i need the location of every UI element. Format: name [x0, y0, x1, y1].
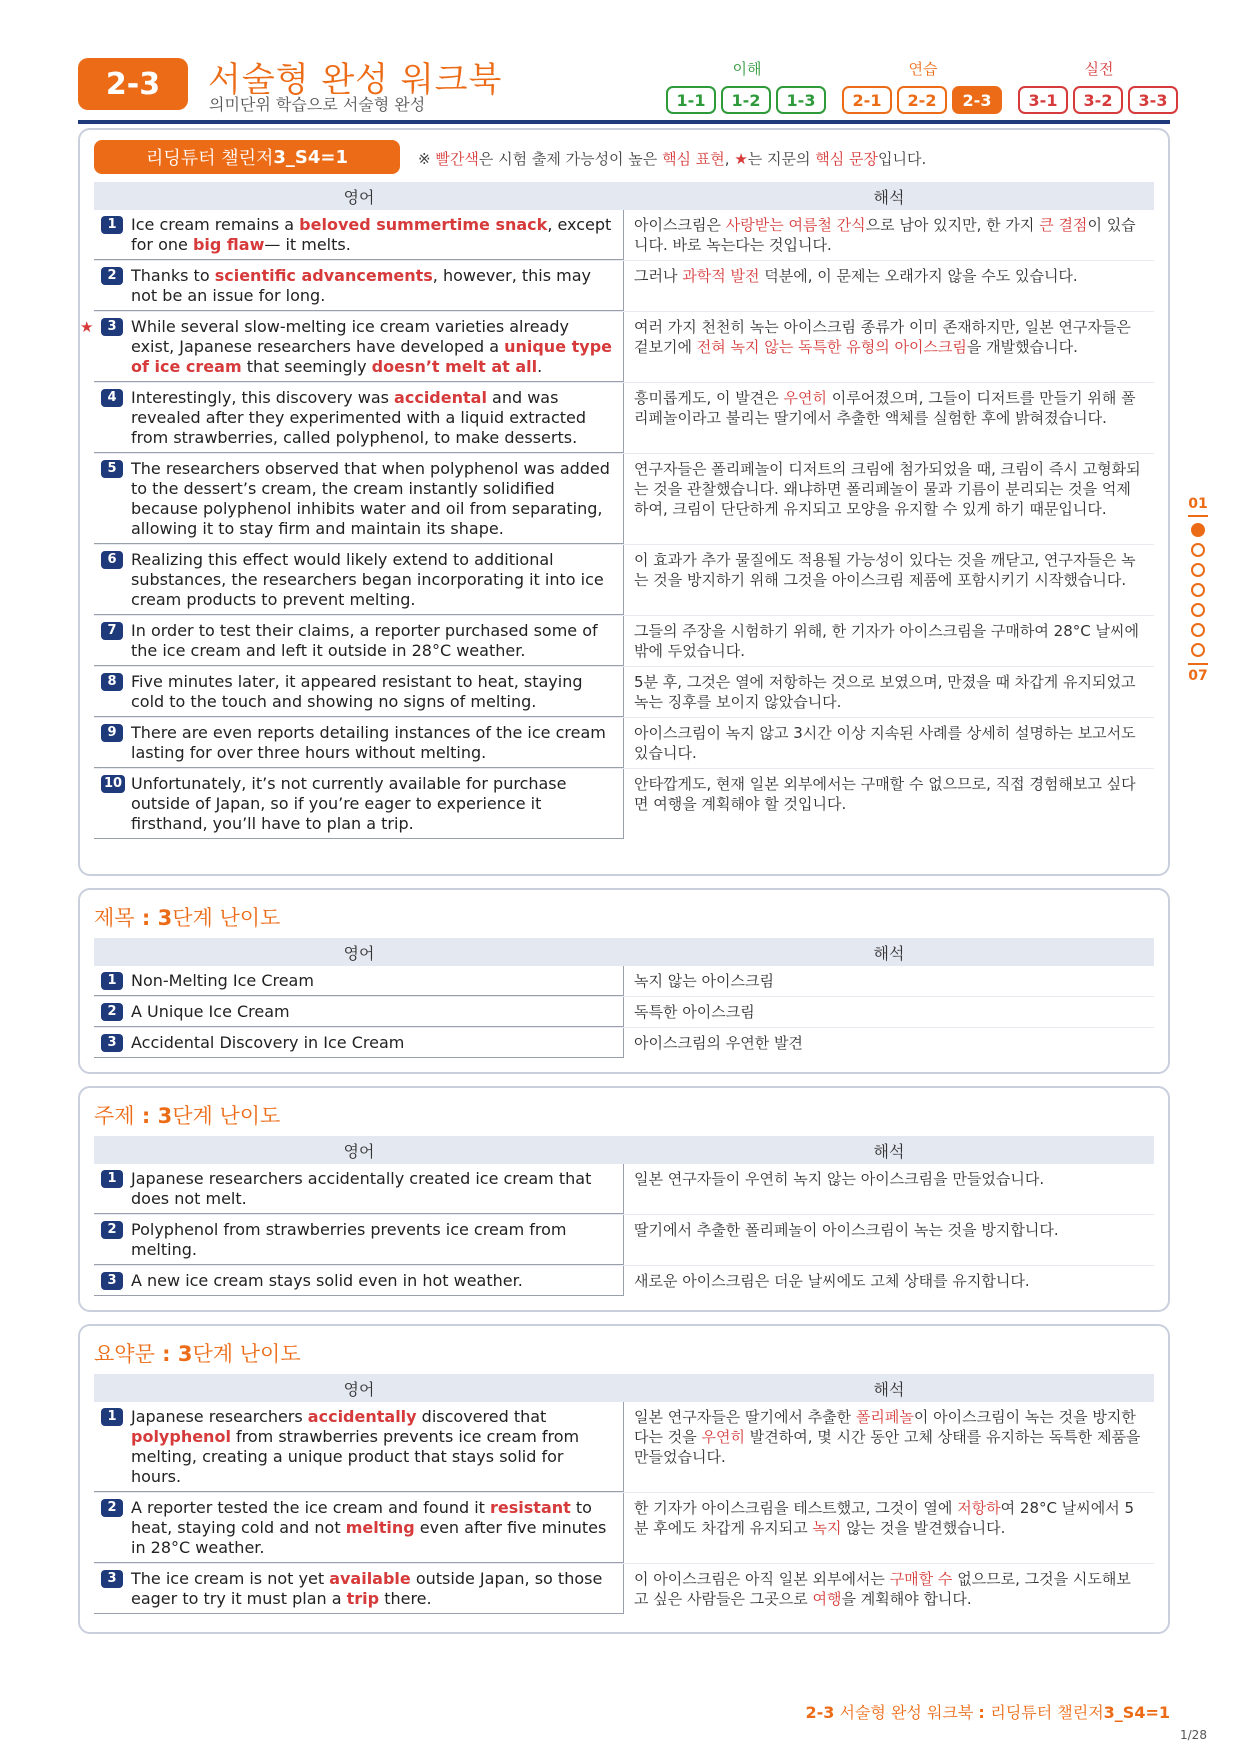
step-button-1-2[interactable]: 1-2: [721, 86, 771, 114]
english-cell: [94, 718, 624, 768]
table-header: [94, 1136, 1154, 1164]
footer-suffix-strong: 3_S4=1: [1103, 1703, 1170, 1722]
step-group-label-practice: 연습: [908, 60, 938, 78]
section-label: 제목: [94, 906, 135, 930]
korean-text: 이루어졌으며, 그들이 디저트를 만들기 위해 폴리페놀이라고 불리는 딸기에서 추출한 액체를 실험한 후에 밝혀졌습니다.: [634, 389, 1136, 427]
key-expression: accidental: [394, 388, 487, 407]
english-text: Realizing this effect would likely extend to additional substances, the researchers began incorporating it into ice cream products to prevent melting.: [131, 550, 604, 609]
english-text: Japanese researchers accidentally created ice cream that does not melt.: [131, 1169, 592, 1208]
challenge-badge-strong: 3_S4=1: [273, 146, 349, 168]
table-row: [94, 1266, 1154, 1296]
summary-rows: [94, 1402, 1154, 1614]
table-row: [94, 383, 1154, 454]
english-text: there.: [379, 1589, 432, 1608]
row-number-badge: 1: [101, 1170, 123, 1188]
key-expression: doesn’t melt at all: [371, 357, 538, 376]
korean-text: 딸기에서 추출한 폴리페놀이 아이스크림이 녹는 것을 방지합니다.: [634, 1221, 1059, 1239]
key-expression: melting: [345, 1518, 415, 1537]
column-header-korean: 해석: [873, 1379, 905, 1399]
note-text-4: 입니다.: [878, 150, 927, 168]
row-number-badge: 3: [101, 1570, 123, 1588]
korean-text: 않는 것을 발견했습니다.: [841, 1519, 1006, 1537]
korean-cell: [624, 1164, 1154, 1214]
column-header-english: 영어: [343, 187, 375, 207]
english-text: Thanks to: [131, 266, 215, 285]
step-button-3-3[interactable]: 3-3: [1128, 86, 1178, 114]
english-cell: [94, 1028, 624, 1058]
key-expression-korean: 녹지: [812, 1519, 842, 1537]
english-cell: [94, 383, 624, 453]
korean-text: 여러 가지 천천히 녹는 아이스크림 종류가 이미 존재하지만, 일본 연구자들은 겉보기에: [634, 318, 1131, 356]
english-text: , however, this may not be an issue for long.: [131, 266, 592, 305]
step-button-3-2[interactable]: 3-2: [1073, 86, 1123, 114]
key-expression: scientific advancements: [214, 266, 433, 285]
table-header: [94, 182, 1154, 210]
page-title: 서술형 완성 워크북: [208, 60, 503, 100]
korean-cell: [624, 1493, 1154, 1563]
side-indicator-dots: [1186, 523, 1210, 657]
english-text: Accidental Discovery in Ice Cream: [131, 1033, 405, 1052]
star-icon: ★: [734, 150, 748, 168]
page-number: 1/28: [1180, 1728, 1207, 1742]
table-row: [94, 261, 1154, 312]
section-sep: :: [154, 1342, 178, 1366]
column-header-korean: 해석: [873, 943, 905, 963]
row-number-badge: 7: [101, 622, 123, 640]
korean-cell: [624, 966, 1154, 996]
passage-rows: [80, 210, 1154, 839]
row-number-badge: 2: [101, 1499, 123, 1517]
side-indicator-end: 07: [1188, 668, 1208, 684]
english-text: Ice cream remains a: [131, 215, 300, 234]
key-expression: beloved summertime snack: [299, 215, 548, 234]
page-dot[interactable]: [1191, 563, 1205, 577]
table-row: [94, 545, 1154, 616]
key-expression-korean: 사랑받는 여름철 간식: [725, 216, 866, 234]
key-expression: resistant: [490, 1498, 571, 1517]
korean-text: 5분 후, 그것은 열에 저항하는 것으로 보였으며, 만졌을 때 차갑게 유지되었고 녹는 징후를 보이지 않았습니다.: [634, 673, 1136, 711]
english-text: Unfortunately, it’s not currently available for purchase outside of Japan, so if you’re eager to experience it firsthand, you’ll have to plan a trip.: [131, 774, 567, 833]
row-number-badge: 2: [101, 1221, 123, 1239]
side-indicator-start: 01: [1188, 496, 1208, 512]
english-text: While several slow-melting ice cream varieties already exist, Japanese researchers have developed a: [131, 317, 569, 356]
table-row: [94, 769, 1154, 839]
english-text: The ice cream is not yet: [131, 1569, 330, 1588]
english-text: A Unique Ice Cream: [131, 1002, 290, 1021]
page-dot[interactable]: [1191, 643, 1205, 657]
korean-cell: [624, 616, 1154, 666]
english-cell: [94, 1493, 624, 1563]
english-cell: [94, 1164, 624, 1214]
english-text: , except for one: [131, 215, 612, 254]
footer-sep: :: [978, 1703, 991, 1722]
english-cell: [94, 210, 624, 260]
title-rows: [94, 966, 1154, 1058]
row-number-badge: 5: [101, 460, 123, 478]
theme-rows: [94, 1164, 1154, 1296]
korean-cell: [624, 1402, 1154, 1492]
english-text: Five minutes later, it appeared resistant to heat, staying cold to the touch and showing no signs of melting.: [131, 672, 583, 711]
key-expression-korean: 큰 결점: [1039, 216, 1088, 234]
page-dot[interactable]: [1191, 543, 1205, 557]
table-row: [94, 1402, 1154, 1493]
korean-text: 발견하여, 몇 시간 동안 고체 상태를 유지하는 독특한 제품을 만들었습니다.: [634, 1428, 1141, 1466]
section-sep: :: [134, 906, 158, 930]
english-text: even after five minutes in 28°C weather.: [131, 1518, 607, 1557]
note-text-3: 는 지문의: [747, 150, 816, 168]
korean-cell: [624, 1266, 1154, 1296]
row-number-badge: 6: [101, 551, 123, 569]
key-expression-korean: 전혀 녹지 않는 독특한 유형의 아이스크림: [696, 338, 967, 356]
english-cell: [94, 1266, 624, 1296]
english-text: Interestingly, this discovery was: [131, 388, 395, 407]
korean-text: 으로 남아 있지만, 한 가지: [865, 216, 1040, 234]
korean-text: 이 아이스크림은 아직 일본 외부에서는: [634, 1570, 890, 1588]
korean-text: 그들의 주장을 시험하기 위해, 한 기자가 아이스크림을 구매하여 28°C 날씨에 밖에 두었습니다.: [634, 622, 1139, 660]
english-text: outside Japan, so those eager to try it must plan a: [131, 1569, 603, 1608]
korean-cell: [624, 210, 1154, 260]
table-row: [94, 210, 1154, 261]
column-header-english: 영어: [343, 1379, 375, 1399]
korean-cell: [624, 312, 1154, 382]
step-button-1-1[interactable]: 1-1: [666, 86, 716, 114]
side-indicator-bar: [1188, 663, 1208, 665]
table-row: [80, 312, 1154, 383]
key-expression: accidentally: [307, 1407, 417, 1426]
korean-text: 아이스크림이 녹지 않고 3시간 이상 지속된 사례를 상세히 설명하는 보고서도 있습니다.: [634, 724, 1136, 762]
page-header: [78, 52, 1170, 124]
step-group-label-exam: 실전: [1084, 60, 1114, 78]
legend-note: [418, 148, 926, 169]
section-level: 3: [177, 1342, 193, 1366]
korean-text: 을 개발했습니다.: [966, 338, 1078, 356]
table-header: [94, 938, 1154, 966]
page-footer: [760, 1700, 1170, 1723]
note-key-expression: 핵심 표현: [662, 150, 725, 168]
table-row: [94, 1215, 1154, 1266]
page-subtitle: 의미단위 학습으로 서술형 완성: [209, 95, 426, 114]
korean-text: 한 기자가 아이스크림을 테스트했고, 그것이 열에: [634, 1499, 958, 1517]
active-page-dot[interactable]: [1191, 523, 1205, 537]
footer-unit: 2-3: [805, 1703, 835, 1722]
row-number-badge: 9: [101, 724, 123, 742]
note-key-sentence: 핵심 문장: [815, 150, 879, 168]
english-cell: [94, 997, 624, 1027]
row-number-badge: 3: [101, 318, 123, 336]
english-text: and was revealed after they experimented with a liquid extracted from strawberries, called polyphenol, to make desserts.: [131, 388, 587, 447]
challenge-badge-prefix: 리딩튜터 챌린저: [145, 148, 274, 169]
title-table: [94, 938, 1154, 1058]
key-expression: big flaw: [192, 235, 265, 254]
note-mark: ※: [418, 150, 436, 168]
korean-text: 여 28°C 날씨에서 5분 후에도 차갑게 유지되고: [634, 1499, 1135, 1537]
english-text: from strawberries prevents ice cream from melting, creating a unique product that stays solid for hours.: [131, 1427, 580, 1486]
side-page-indicator: [1186, 496, 1210, 684]
note-text-2: ,: [724, 150, 735, 168]
step-button-3-1[interactable]: 3-1: [1018, 86, 1068, 114]
english-cell: [94, 1402, 624, 1492]
korean-text: 일본 연구자들이 우연히 녹지 않는 아이스크림을 만들었습니다.: [634, 1170, 1045, 1188]
table-row: [94, 1164, 1154, 1215]
step-button-2-2[interactable]: 2-2: [897, 86, 947, 114]
english-text: Japanese researchers: [131, 1407, 308, 1426]
english-cell: [94, 454, 624, 544]
note-text-1: 은 시험 출제 가능성이 높은: [478, 150, 663, 168]
row-number-badge: 3: [101, 1034, 123, 1052]
section-label: 주제: [94, 1104, 135, 1128]
unit-badge: 2-3: [78, 58, 188, 110]
row-number-badge: 8: [101, 673, 123, 691]
korean-text: 을 계획해야 합니다.: [841, 1590, 972, 1608]
korean-text: 없으므로, 그것을 시도해보고 싶은 사람들은 그곳으로: [634, 1570, 1131, 1608]
korean-text: 그러나: [634, 267, 683, 285]
korean-text: 녹지 않는 아이스크림: [634, 972, 774, 990]
theme-box: [78, 1086, 1170, 1312]
korean-cell: [624, 261, 1154, 311]
korean-text: 독특한 아이스크림: [634, 1003, 755, 1021]
english-text: There are even reports detailing instances of the ice cream lasting for over three hours without melting.: [131, 723, 606, 762]
english-cell: [94, 545, 624, 615]
english-text: The researchers observed that when polyphenol was added to the dessert’s cream, the cream instantly solidified because polyphenol inhibits water and oil from separating, allowing it to stay firm and maintain its shape.: [131, 459, 610, 538]
row-number-badge: 1: [101, 1408, 123, 1426]
english-text: that seemingly: [241, 357, 372, 376]
row-number-badge: 4: [101, 389, 123, 407]
row-number-badge: 1: [101, 972, 123, 990]
section-level-suffix: 단계 난이도: [172, 906, 281, 930]
english-cell: [94, 261, 624, 311]
english-text: .: [537, 357, 543, 376]
page-dot[interactable]: [1191, 623, 1205, 637]
english-text: In order to test their claims, a reporter purchased some of the ice cream and left it outside in 28°C weather.: [131, 621, 598, 660]
korean-cell: [624, 997, 1154, 1027]
english-cell: [80, 312, 624, 382]
section-title-theme: [94, 1100, 280, 1130]
column-header-english: 영어: [343, 943, 375, 963]
column-header-english: 영어: [343, 1141, 375, 1161]
column-header-korean: 해석: [873, 187, 905, 207]
table-row: [94, 1493, 1154, 1564]
korean-text: 연구자들은 폴리페놀이 디저트의 크림에 첨가되었을 때, 크림이 즉시 고형화되는 것을 관찰했습니다. 왜냐하면 폴리페놀이 물과 기름이 분리되는 것을 억제하여, 크림이 단단하게 유지되고 모양을 유지할 수 있게 하기 때문입니다.: [634, 460, 1141, 518]
section-label: 요약문: [94, 1342, 155, 1366]
row-number-badge: 2: [101, 1003, 123, 1021]
page-dot[interactable]: [1191, 603, 1205, 617]
row-number-badge: 1: [101, 216, 123, 234]
row-number-badge: 3: [101, 1272, 123, 1290]
table-row: [94, 1564, 1154, 1614]
title-box: [78, 888, 1170, 1074]
key-expression-korean: 저항하: [957, 1499, 1001, 1517]
key-expression-korean: 폴리페놀: [855, 1408, 914, 1426]
table-row: [94, 667, 1154, 718]
side-indicator-bar: [1188, 515, 1208, 517]
section-title-summary: [94, 1338, 301, 1368]
english-cell: [94, 667, 624, 717]
key-expression-korean: 여행: [812, 1590, 842, 1608]
korean-cell: [624, 667, 1154, 717]
key-expression-korean: 과학적 발전: [682, 267, 760, 285]
step-button-2-3[interactable]: 2-3: [952, 86, 1002, 114]
english-cell: [94, 769, 624, 839]
korean-cell: [624, 1028, 1154, 1058]
korean-text: 덕분에, 이 문제는 오래가지 않을 수도 있습니다.: [759, 267, 1078, 285]
korean-cell: [624, 1564, 1154, 1614]
section-title-title: [94, 902, 280, 932]
challenge-badge: [94, 140, 400, 174]
english-cell: [94, 966, 624, 996]
key-expression-korean: 우연히: [701, 1428, 745, 1446]
section-sep: :: [134, 1104, 158, 1128]
table-row: [94, 718, 1154, 769]
table-header: [94, 1374, 1154, 1402]
passage-table: [80, 182, 1154, 839]
korean-text: 아이스크림의 우연한 발견: [634, 1034, 803, 1052]
section-level: 3: [157, 1104, 173, 1128]
korean-text: 이 아이스크림이 녹는 것을 방지한다는 것을: [634, 1408, 1136, 1446]
english-cell: [94, 1564, 624, 1614]
table-row: [94, 454, 1154, 545]
step-group-label-understand: 이해: [732, 60, 762, 78]
footer-text: 서술형 완성 워크북: [834, 1703, 979, 1722]
reading-passage-box: [78, 128, 1170, 876]
key-expression: available: [329, 1569, 411, 1588]
section-level-suffix: 단계 난이도: [192, 1342, 301, 1366]
english-text: A new ice cream stays solid even in hot weather.: [131, 1271, 523, 1290]
korean-text: 이 있습니다. 바로 녹는다는 것입니다.: [634, 216, 1136, 254]
korean-cell: [624, 718, 1154, 768]
page-dot[interactable]: [1191, 583, 1205, 597]
step-button-1-3[interactable]: 1-3: [776, 86, 826, 114]
row-number-badge: 2: [101, 267, 123, 285]
summary-box: [78, 1324, 1170, 1634]
star-icon: ★: [80, 318, 94, 336]
korean-text: 아이스크림은: [634, 216, 726, 234]
korean-cell: [624, 1215, 1154, 1265]
english-text: discovered that: [416, 1407, 547, 1426]
column-header-korean: 해석: [873, 1141, 905, 1161]
english-cell: [94, 616, 624, 666]
key-expression-korean: 우연히: [783, 389, 827, 407]
theme-table: [94, 1136, 1154, 1296]
step-button-2-1[interactable]: 2-1: [842, 86, 892, 114]
key-expression: trip: [346, 1589, 380, 1608]
korean-text: 이 효과가 추가 물질에도 적용될 가능성이 있다는 것을 깨닫고, 연구자들은 녹는 것을 방지하기 위해 그것을 아이스크림 제품에 포함시키기 시작했습니다.: [634, 551, 1136, 589]
korean-text: 흥미롭게도, 이 발견은: [634, 389, 784, 407]
table-row: [94, 616, 1154, 667]
table-row: [94, 997, 1154, 1028]
key-expression: polyphenol: [131, 1427, 231, 1446]
footer-suffix: 리딩튜터 챌린저: [990, 1703, 1104, 1722]
english-text: to heat, staying cold and not: [131, 1498, 592, 1537]
section-level-suffix: 단계 난이도: [172, 1104, 281, 1128]
key-expression-korean: 구매할 수: [889, 1570, 953, 1588]
korean-text: 새로운 아이스크림은 더운 날씨에도 고체 상태를 유지합니다.: [634, 1272, 1030, 1290]
korean-text: 안타깝게도, 현재 일본 외부에서는 구매할 수 없으므로, 직접 경험해보고 싶다면 여행을 계획해야 할 것입니다.: [634, 775, 1136, 813]
korean-text: 일본 연구자들은 딸기에서 추출한: [634, 1408, 856, 1426]
english-text: A reporter tested the ice cream and found it: [131, 1498, 491, 1517]
section-level: 3: [157, 906, 173, 930]
english-cell: [94, 1215, 624, 1265]
note-red-word: 빨간색: [435, 150, 479, 168]
english-text: — it melts.: [264, 235, 351, 254]
korean-cell: [624, 383, 1154, 453]
table-row: [94, 966, 1154, 997]
korean-cell: [624, 454, 1154, 544]
english-text: Polyphenol from strawberries prevents ice cream from melting.: [131, 1220, 567, 1259]
english-text: Non-Melting Ice Cream: [131, 971, 314, 990]
korean-cell: [624, 545, 1154, 615]
key-expression: unique type of ice cream: [131, 337, 612, 376]
row-number-badge: 10: [101, 775, 125, 793]
summary-table: [94, 1374, 1154, 1614]
korean-cell: [624, 769, 1154, 839]
table-row: [94, 1028, 1154, 1058]
header-divider: [78, 120, 1170, 124]
